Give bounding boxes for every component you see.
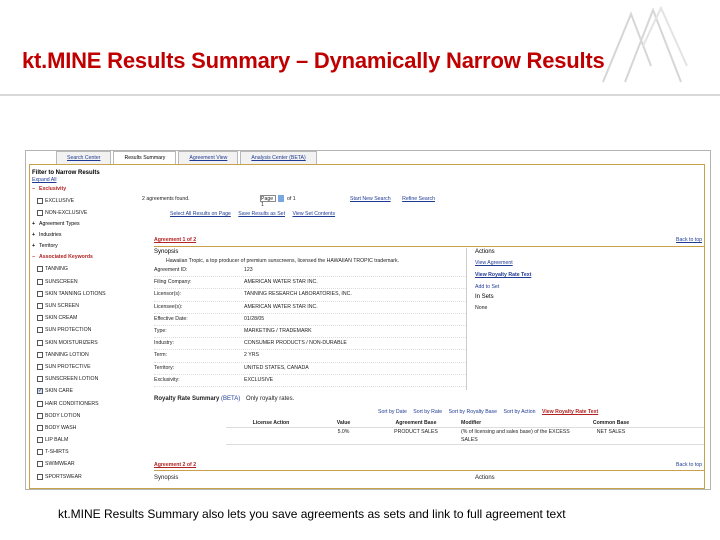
title-divider	[0, 94, 720, 96]
keyword-label: BODY LOTION	[45, 412, 81, 419]
in-sets-value: None	[475, 305, 488, 311]
field-value: 123	[244, 267, 253, 273]
column-header[interactable]: Value	[336, 420, 351, 426]
filter-group-industries[interactable]	[32, 230, 136, 241]
pager	[260, 195, 296, 208]
field-value: TANNING RESEARCH LABORATORIES, INC.	[244, 291, 352, 298]
field-row	[154, 314, 466, 326]
keyword-checkbox[interactable]	[37, 425, 43, 431]
filter-option-label: EXCLUSIVE	[45, 198, 75, 205]
column-header[interactable]: License Action	[252, 420, 290, 426]
field-key: Licensee(s):	[154, 303, 183, 310]
back-to-top-link[interactable]: Back to top	[676, 237, 702, 243]
add-to-set-link[interactable]: Add to Set	[475, 284, 500, 290]
keyword-checkbox[interactable]	[37, 340, 43, 346]
keyword-label: SUNSCREEN	[45, 278, 78, 285]
keyword-filter-item[interactable]	[32, 458, 136, 470]
refine-search-link[interactable]: Refine Search	[402, 196, 435, 202]
start-new-search-link[interactable]: Start New Search	[350, 196, 391, 202]
sort-by-base-link[interactable]: Sort by Royalty Base	[448, 409, 498, 415]
agreement-fields	[154, 265, 466, 387]
filter-group-label: Industries	[39, 232, 62, 239]
search-links	[350, 196, 445, 202]
expand-icon: +	[32, 221, 36, 228]
keyword-label: LIP BALM	[45, 437, 69, 444]
keyword-filter-item[interactable]	[32, 385, 136, 397]
filter-group-label: Exclusivity	[39, 186, 67, 192]
field-key: Effective Date:	[154, 315, 188, 322]
actions-title: Actions	[475, 249, 495, 255]
column-header[interactable]: Modifier	[461, 420, 482, 426]
view-royalty-rate-text-link[interactable]: View Royalty Rate Text	[541, 409, 599, 415]
field-value: UNITED STATES, CANADA	[244, 364, 309, 371]
view-royalty-rate-text-link[interactable]: View Royalty Rate Text	[475, 272, 532, 278]
keyword-label: BODY WASH	[45, 424, 77, 431]
keyword-checkbox[interactable]	[37, 279, 43, 285]
keyword-filter-item[interactable]	[32, 349, 136, 361]
tab-analysis-center[interactable]: Analysis Center (BETA)	[240, 151, 316, 164]
field-row	[154, 277, 466, 289]
royalty-table	[226, 419, 704, 445]
field-row	[154, 338, 466, 350]
filter-group-territory[interactable]	[32, 241, 136, 252]
agreement-1-details	[154, 248, 467, 390]
beta-badge: (BETA)	[221, 396, 241, 402]
chevron-down-icon[interactable]	[278, 195, 284, 202]
agreement-2-header	[154, 462, 704, 471]
keyword-label: SUNSCREEN LOTION	[45, 376, 99, 383]
keyword-checkbox[interactable]	[37, 388, 43, 394]
select-all-link[interactable]: Select All Results on Page	[170, 211, 231, 217]
field-key: Type:	[154, 328, 167, 335]
keyword-filter-item[interactable]	[32, 263, 136, 275]
results-frame	[29, 164, 705, 489]
agreement-2-label[interactable]: Agreement 2 of 2	[154, 462, 197, 468]
field-key: Industry:	[154, 340, 174, 347]
keyword-filter-item[interactable]	[32, 324, 136, 336]
royalty-subtitle: Only royalty rates.	[245, 396, 295, 402]
filter-group-agreement-types[interactable]	[32, 219, 136, 230]
table-cell: (% of licensing and sales base) of the EXCESS SALES	[461, 429, 570, 443]
tab-bar	[56, 151, 319, 165]
keyword-checkbox[interactable]	[37, 364, 43, 370]
filter-group-associated-keywords[interactable]	[32, 252, 136, 263]
slide-caption: kt.MINE Results Summary also lets you save agreements as sets and link to full agreement text	[58, 507, 566, 521]
agreement-1-header	[154, 237, 704, 247]
keyword-checkbox[interactable]	[37, 291, 43, 297]
keyword-label: TANNING	[45, 266, 68, 273]
keyword-label: TANNING LOTION	[45, 351, 89, 358]
filter-group-label: Associated Keywords	[39, 254, 93, 261]
collapse-icon: −	[32, 254, 36, 261]
keyword-filter-item[interactable]	[32, 300, 136, 312]
tab-agreement-view[interactable]: Agreement View	[178, 151, 238, 164]
table-cell: NET SALES	[596, 429, 626, 435]
sort-by-date-link[interactable]: Sort by Date	[378, 409, 407, 415]
field-row	[154, 326, 466, 338]
logo-mark-icon	[595, 6, 695, 84]
keyword-filter-item[interactable]	[32, 288, 136, 300]
table-cell	[226, 428, 316, 444]
keyword-checkbox[interactable]	[37, 413, 43, 419]
keyword-filter-item[interactable]	[32, 337, 136, 349]
keyword-checkbox[interactable]	[37, 437, 43, 443]
keyword-checkbox[interactable]	[37, 315, 43, 321]
filter-option-label: NON-EXCLUSIVE	[45, 210, 88, 217]
keyword-label: SKIN CARE	[45, 388, 73, 395]
keyword-filter-item[interactable]	[32, 446, 136, 458]
results-count: 2 agreements found.	[142, 196, 190, 202]
expand-icon: +	[32, 232, 36, 239]
keyword-filter-item[interactable]	[32, 434, 136, 446]
keyword-filter-item[interactable]	[32, 373, 136, 385]
results-summary-screenshot	[25, 150, 711, 490]
keyword-checkbox[interactable]	[37, 327, 43, 333]
table-cell: 5.0%	[337, 429, 350, 435]
checkbox[interactable]	[37, 210, 43, 216]
keyword-label: SPORTSWEAR	[45, 473, 82, 480]
field-key: Exclusivity:	[154, 376, 180, 383]
royalty-summary	[154, 396, 704, 402]
keyword-filter-item[interactable]	[32, 422, 136, 434]
sort-by-rate-link[interactable]: Sort by Rate	[413, 409, 443, 415]
keyword-label: SUN PROTECTIVE	[45, 363, 91, 370]
royalty-sort-links	[378, 409, 603, 415]
keyword-label: SKIN CREAM	[45, 315, 78, 322]
page-select[interactable]	[260, 195, 276, 208]
keyword-filter-item[interactable]	[32, 312, 136, 324]
synopsis-title: Synopsis	[154, 475, 179, 481]
keyword-label: SWIMWEAR	[45, 461, 75, 468]
sort-by-action-link[interactable]: Sort by Action	[503, 409, 536, 415]
page-select-value: Page 1	[261, 196, 274, 208]
field-value: AMERICAN WATER STAR INC.	[244, 303, 318, 310]
field-key: Territory:	[154, 364, 175, 371]
keyword-checkbox[interactable]	[37, 303, 43, 309]
table-header-row	[226, 419, 704, 428]
field-value: 2 YRS	[244, 352, 259, 359]
agreement-1-label[interactable]: Agreement 1 of 2	[154, 237, 197, 243]
filter-option[interactable]	[32, 195, 136, 207]
back-to-top-link[interactable]: Back to top	[676, 462, 702, 468]
keyword-filter-item[interactable]	[32, 276, 136, 288]
field-key: Filing Company:	[154, 279, 192, 286]
slide-title: kt.MINE Results Summary – Dynamically Narrow Results	[22, 48, 605, 73]
column-header[interactable]: Agreement Base	[395, 420, 437, 426]
filter-group-exclusivity[interactable]	[32, 184, 136, 195]
view-set-contents-link[interactable]: View Set Contents	[292, 211, 336, 217]
keyword-checkbox[interactable]	[37, 401, 43, 407]
expand-icon: +	[32, 243, 36, 250]
filter-title: Filter to Narrow Results	[32, 170, 100, 176]
field-key: Agreement ID:	[154, 267, 188, 273]
keyword-label: SUN PROTECTION	[45, 327, 92, 334]
table-row	[226, 428, 704, 445]
field-row	[154, 289, 466, 301]
result-actions	[170, 211, 341, 217]
in-sets-title: In Sets	[475, 294, 494, 300]
field-row	[154, 350, 466, 362]
keyword-label: SKIN TANNING LOTIONS	[45, 290, 106, 297]
filter-group-label: Territory	[39, 243, 58, 250]
filter-option[interactable]	[32, 207, 136, 219]
keyword-label: T-SHIRTS	[45, 449, 69, 456]
view-agreement-link[interactable]: View Agreement	[475, 260, 513, 266]
keyword-checkbox[interactable]	[37, 266, 43, 272]
keyword-checkbox[interactable]	[37, 376, 43, 382]
keyword-filter-item[interactable]	[32, 471, 136, 483]
filter-panel	[32, 169, 136, 487]
keyword-label: HAIR CONDITIONERS	[45, 400, 99, 407]
table-cell: PRODUCT SALES	[394, 429, 438, 435]
field-value: CONSUMER PRODUCTS / NON-DURABLE	[244, 340, 347, 347]
column-header[interactable]: Common Base	[592, 420, 630, 426]
keyword-checkbox[interactable]	[37, 449, 43, 455]
keyword-checkbox[interactable]	[37, 474, 43, 480]
keyword-filter-item[interactable]	[32, 361, 136, 373]
tab-search-center[interactable]: Search Center	[56, 151, 111, 164]
keyword-filter-item[interactable]	[32, 410, 136, 422]
field-row	[154, 363, 466, 375]
field-row	[154, 375, 466, 387]
field-key: Term:	[154, 352, 167, 359]
keyword-filter-item[interactable]	[32, 397, 136, 409]
keyword-checkbox[interactable]	[37, 461, 43, 467]
actions-title: Actions	[475, 475, 495, 481]
save-as-set-link[interactable]: Save Results as Set	[238, 211, 286, 217]
field-value: 01/28/05	[244, 315, 265, 322]
field-row	[154, 265, 466, 277]
synopsis-title: Synopsis	[154, 249, 179, 255]
field-value: AMERICAN WATER STAR INC.	[244, 279, 318, 286]
expand-all-link[interactable]: Expand All	[32, 177, 57, 183]
tab-results-summary[interactable]: Results Summary	[113, 151, 176, 165]
filter-group-label: Agreement Types	[39, 221, 80, 228]
royalty-summary-title: Royalty Rate Summary	[154, 396, 220, 402]
keyword-checkbox[interactable]	[37, 352, 43, 358]
field-key: Licensor(s):	[154, 291, 182, 298]
keyword-label: SKIN MOISTURIZERS	[45, 339, 98, 346]
collapse-icon: −	[32, 186, 36, 192]
keyword-list	[32, 263, 136, 482]
synopsis-text: Hawaiian Tropic, a top producer of premium sunscreens, licensed the HAWAIIAN TROPIC trademark.	[166, 258, 400, 264]
page-of: of 1	[287, 195, 296, 202]
checkbox[interactable]	[37, 198, 43, 204]
keyword-label: SUN SCREEN	[45, 303, 80, 310]
agreement-1-actions	[475, 248, 700, 390]
field-row	[154, 302, 466, 314]
field-value: EXCLUSIVE	[244, 376, 274, 383]
field-value: MARKETING / TRADEMARK	[244, 328, 312, 335]
